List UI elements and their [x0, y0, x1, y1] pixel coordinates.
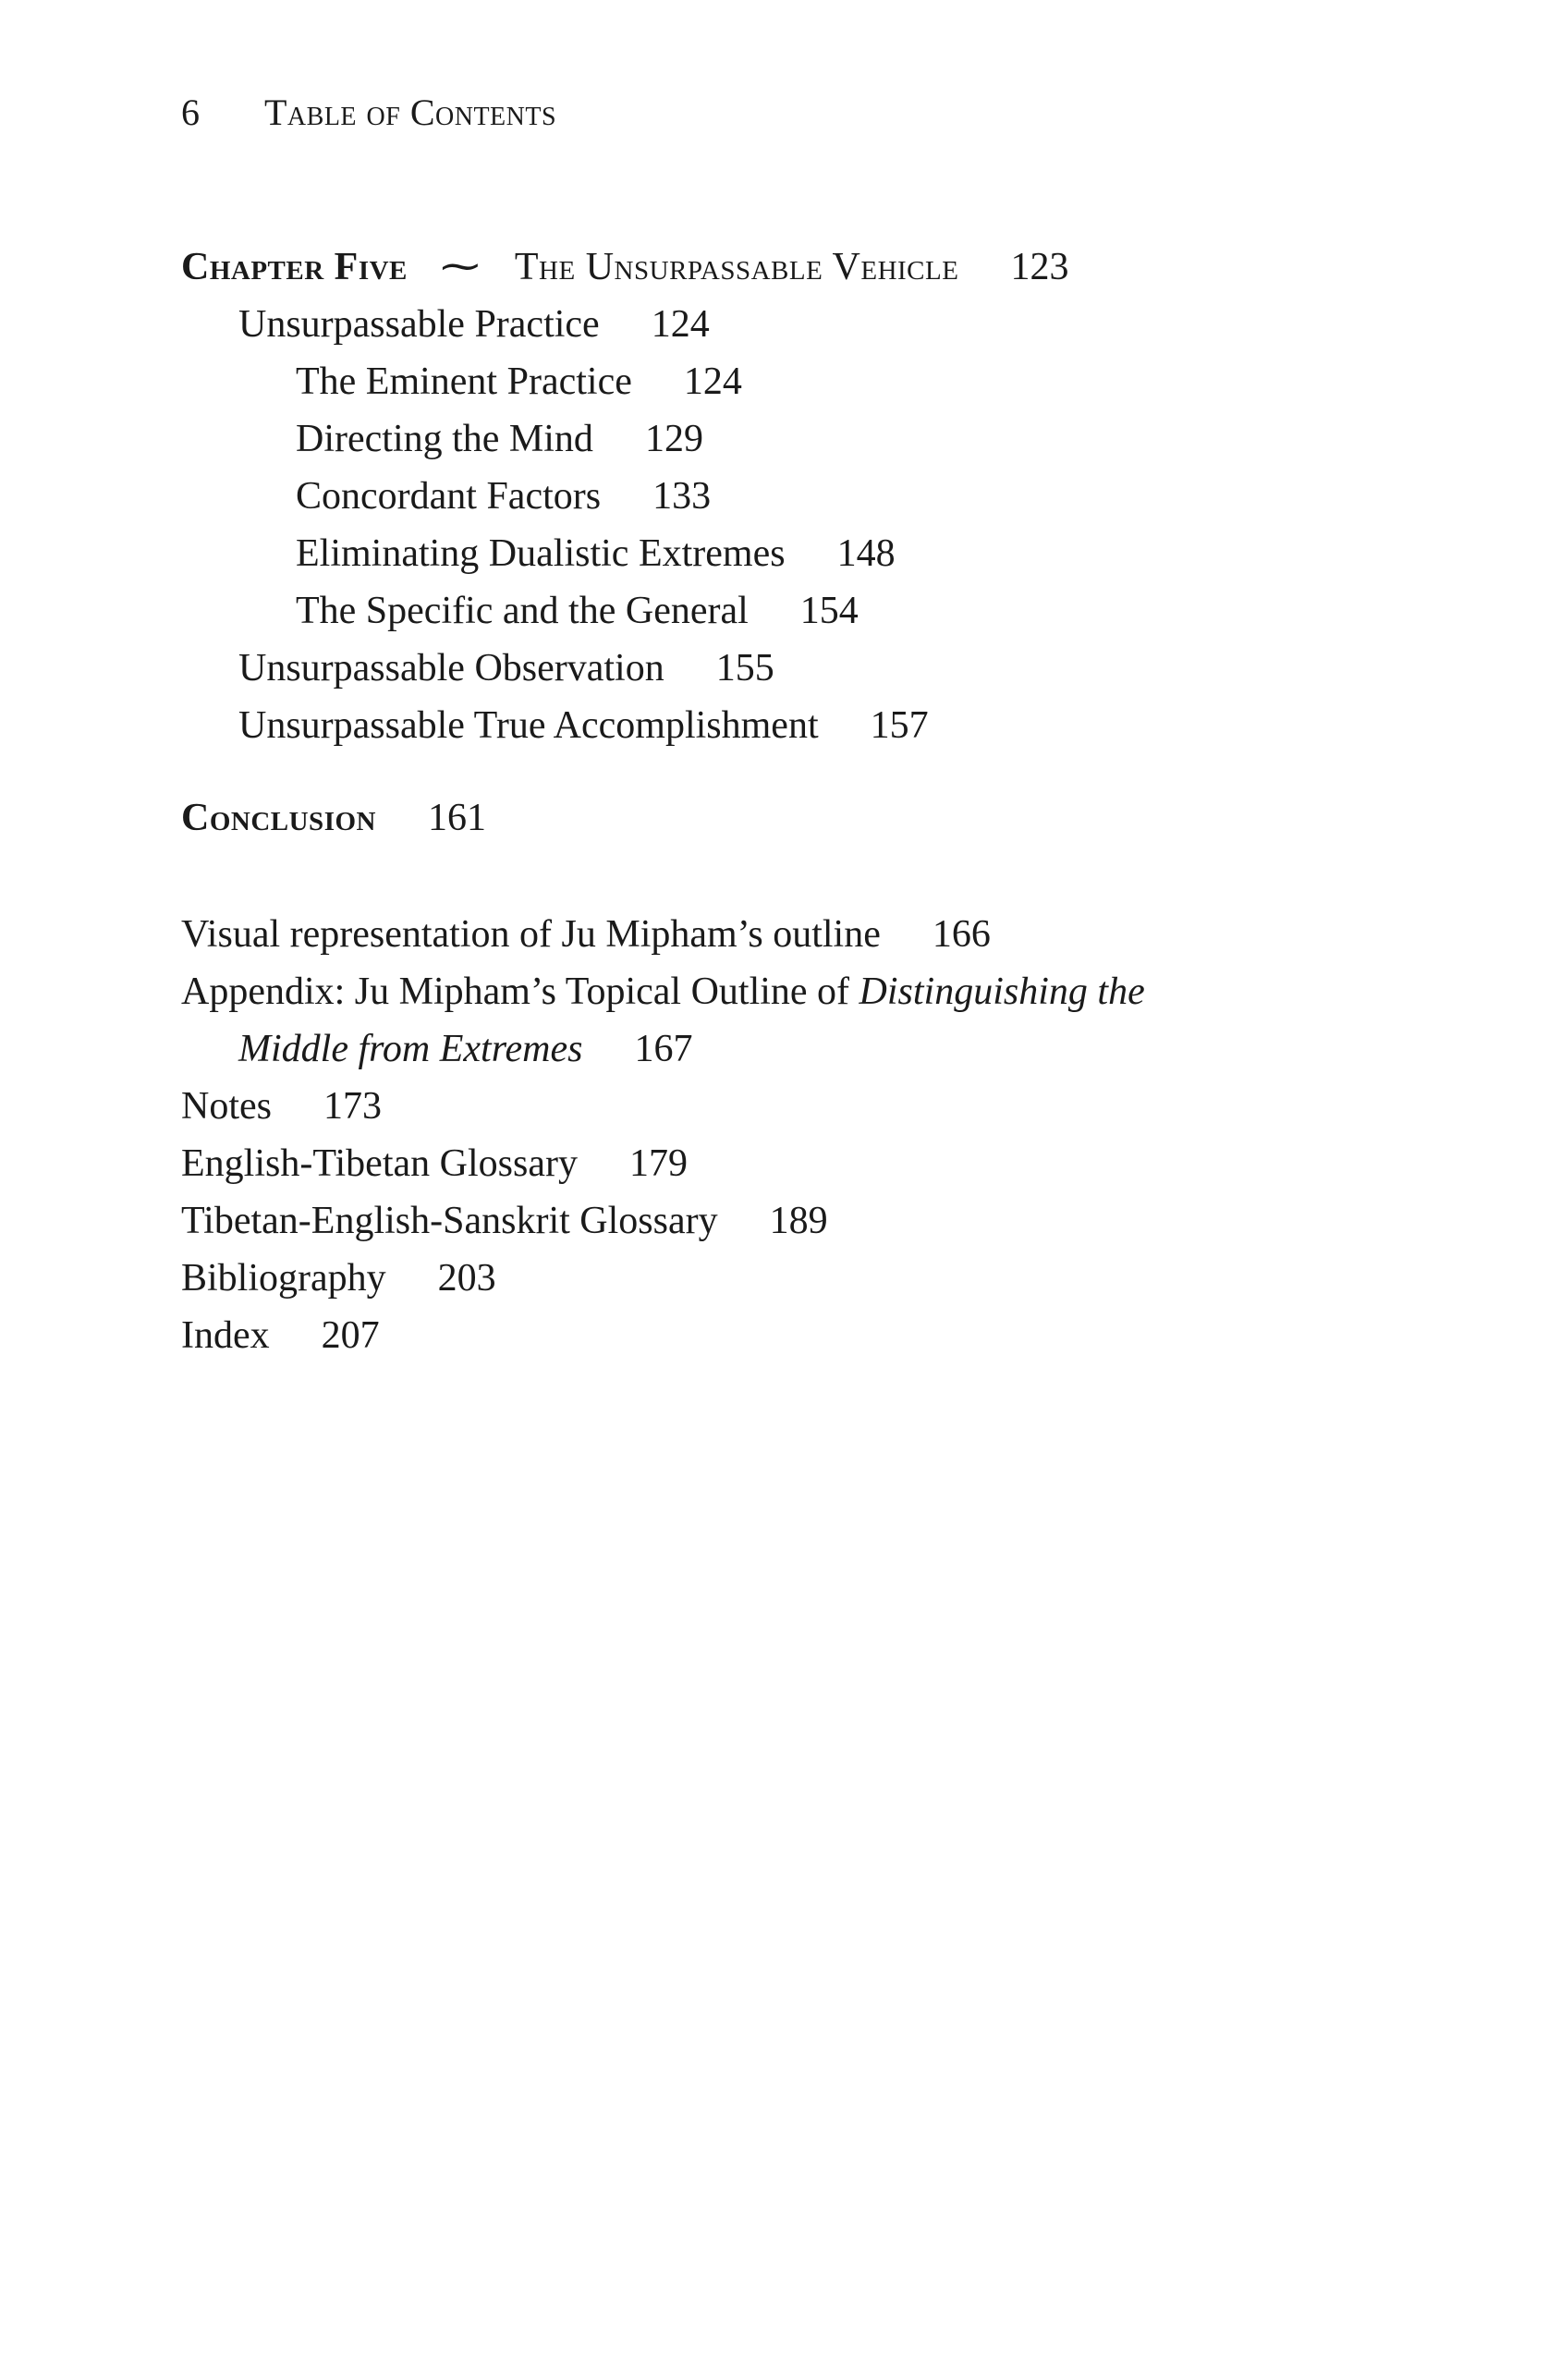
toc-entry-title: Tibetan-English-Sanskrit Glossary	[181, 1200, 718, 1242]
conclusion-label: Conclusion	[181, 797, 376, 839]
toc-entry	[181, 353, 1383, 410]
toc-conclusion	[181, 789, 1383, 847]
toc-entry-title: Eliminating Dualistic Extremes	[296, 532, 786, 575]
toc-appendix-continued	[181, 1020, 1383, 1078]
toc-entry-title: The Eminent Practice	[296, 360, 632, 403]
toc-entry	[181, 410, 1383, 468]
toc-english-tibetan-glossary	[181, 1135, 1383, 1192]
spacer	[181, 754, 1383, 789]
appendix-prefix: Appendix: Ju Mipham’s Topical Outline of	[181, 970, 859, 1013]
toc-entry-page: 203	[437, 1257, 496, 1300]
toc-entry-page: 189	[769, 1200, 828, 1242]
toc-entry	[181, 582, 1383, 640]
toc-entry-page: 155	[715, 647, 774, 690]
toc-entry-title: Index	[181, 1314, 270, 1357]
chapter-title: The Unsurpassable Vehicle	[514, 246, 959, 288]
toc-entry-page: 154	[799, 590, 859, 632]
toc-index	[181, 1307, 1383, 1364]
toc-entry	[181, 640, 1383, 697]
toc-appendix	[181, 963, 1383, 1020]
toc-entry-title: The Specific and the General	[296, 590, 749, 632]
toc-entry-page: 148	[836, 532, 896, 575]
toc-entry-page: 157	[870, 704, 929, 747]
toc-bibliography	[181, 1250, 1383, 1307]
chapter-page: 123	[1010, 246, 1069, 288]
toc-entry-page: 173	[323, 1085, 382, 1128]
toc-entry	[181, 296, 1383, 353]
toc-entry-title: Concordant Factors	[296, 475, 602, 518]
toc-entry	[181, 697, 1383, 754]
toc-entry-page: 207	[321, 1314, 380, 1357]
toc-notes	[181, 1078, 1383, 1135]
toc-entry-page: 129	[644, 418, 703, 460]
toc-entry-page: 124	[651, 303, 710, 346]
toc-entry-title: Visual representation of Ju Mipham’s outline	[181, 913, 881, 956]
spacer	[181, 847, 1383, 906]
toc-entry-title: Directing the Mind	[296, 418, 593, 460]
toc-chapter-five	[181, 238, 1383, 296]
toc-entry-title: Unsurpassable True Accomplishment	[238, 704, 819, 747]
toc-entry	[181, 468, 1383, 525]
running-head	[181, 85, 556, 140]
appendix-book-title-1: Distinguishing the	[859, 970, 1145, 1013]
table-of-contents	[181, 238, 1383, 1364]
running-head-title: Table of Contents	[264, 92, 557, 133]
chapter-label: Chapter Five	[181, 246, 408, 288]
toc-visual-representation	[181, 906, 1383, 963]
toc-tibetan-english-sanskrit-glossary	[181, 1192, 1383, 1250]
conclusion-page: 161	[427, 797, 486, 839]
toc-entry-title: English-Tibetan Glossary	[181, 1142, 578, 1185]
tilde-ornament-icon: ⁓	[440, 246, 480, 288]
page-number: 6	[181, 92, 200, 133]
toc-entry-page: 167	[634, 1028, 693, 1070]
toc-entry-page: 166	[932, 913, 991, 956]
toc-entry-title: Unsurpassable Observation	[238, 647, 664, 690]
toc-entry-title: Notes	[181, 1085, 272, 1128]
toc-entry-page: 179	[628, 1142, 688, 1185]
toc-entry-title: Unsurpassable Practice	[238, 303, 600, 346]
toc-entry-page: 124	[683, 360, 742, 403]
toc-entry-title: Bibliography	[181, 1257, 386, 1300]
toc-entry	[181, 525, 1383, 582]
toc-entry-page: 133	[652, 475, 712, 518]
appendix-book-title-2: Middle from Extremes	[238, 1028, 583, 1070]
